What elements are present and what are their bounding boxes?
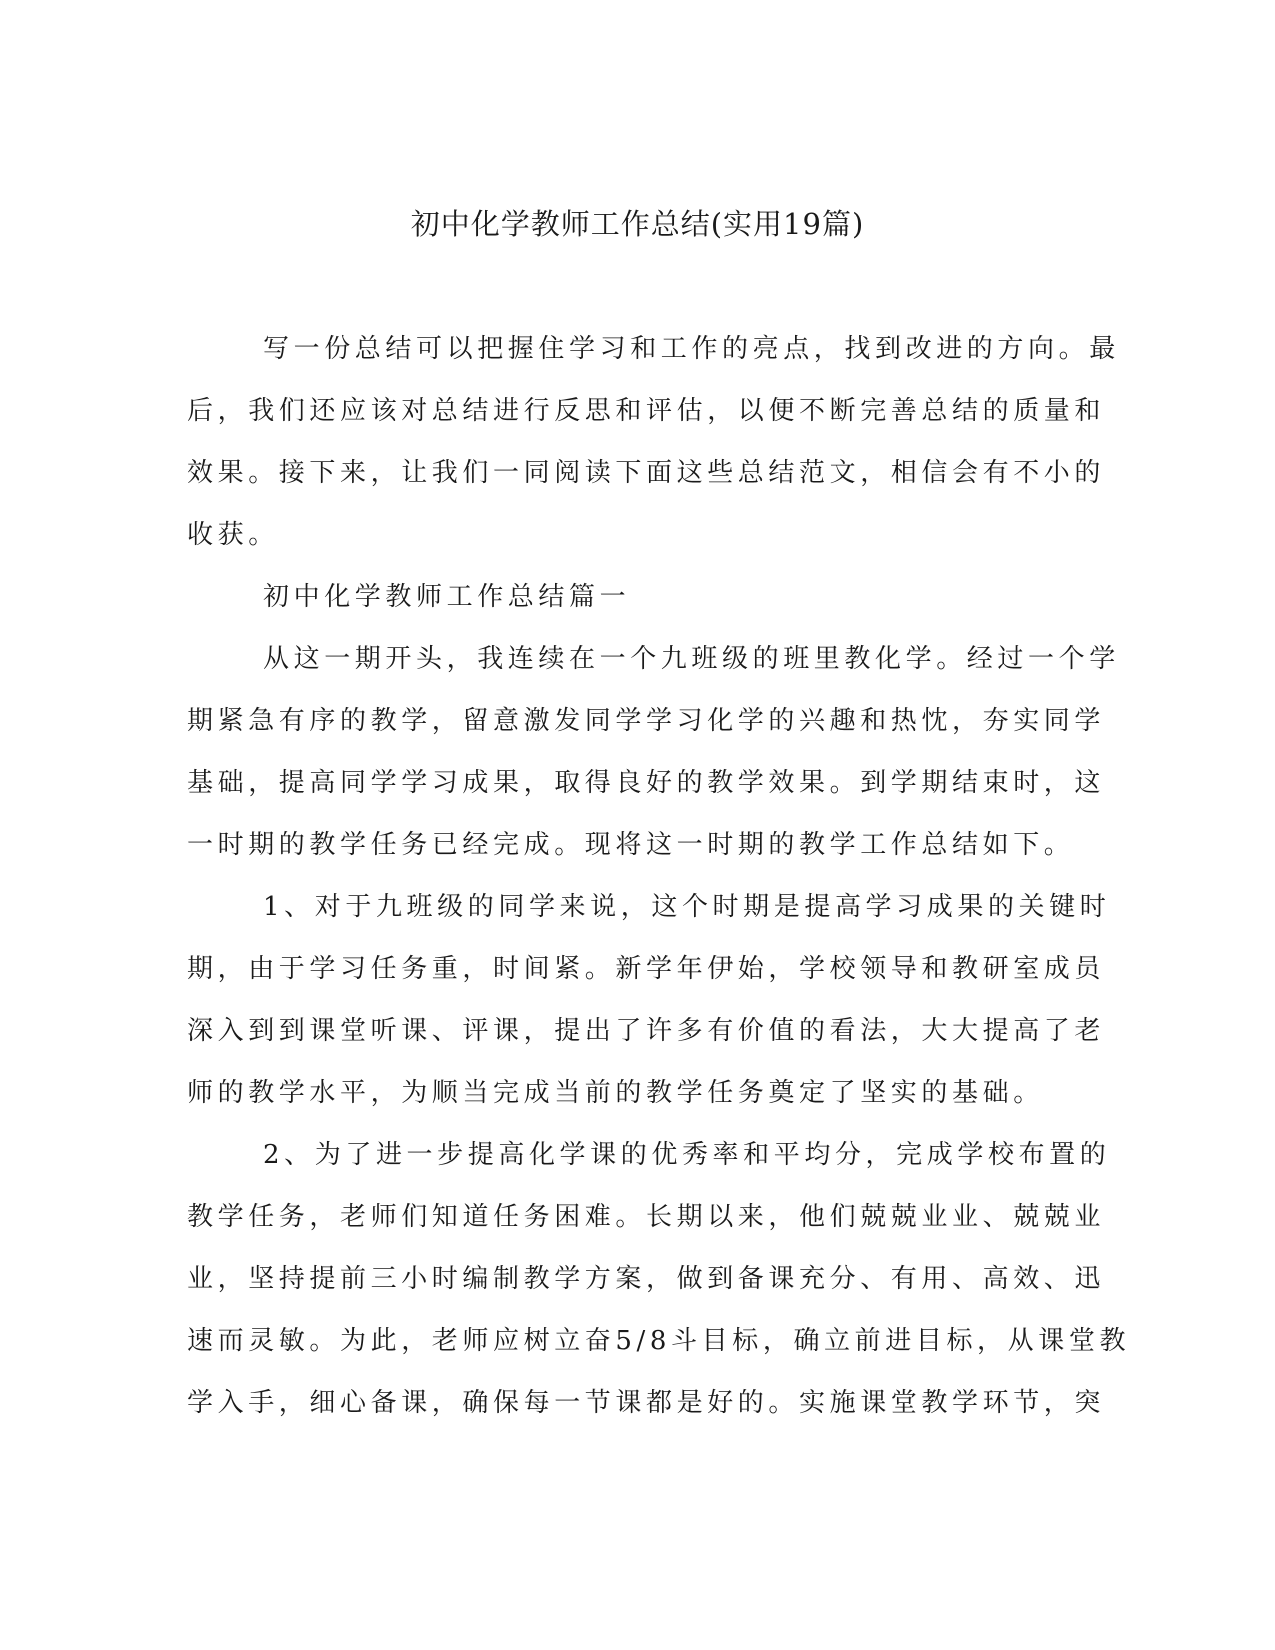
paragraph-line: 速而灵敏。为此，老师应树立奋5/8斗目标，确立前进目标，从课堂教 xyxy=(187,1326,1131,1356)
section-heading: 初中化学教师工作总结篇一 xyxy=(263,582,631,612)
paragraph-line: 写一份总结可以把握住学习和工作的亮点，找到改进的方向。最 xyxy=(263,334,1120,364)
paragraph-line: 学入手，细心备课，确保每一节课都是好的。实施课堂教学环节，突 xyxy=(187,1388,1106,1418)
paragraph-line: 1、对于九班级的同学来说，这个时期是提高学习成果的关键时 xyxy=(263,892,1111,922)
paragraph-line: 期，由于学习任务重，时间紧。新学年伊始，学校领导和教研室成员 xyxy=(187,954,1106,984)
paragraph-line: 师的教学水平，为顺当完成当前的教学任务奠定了坚实的基础。 xyxy=(187,1078,1044,1108)
paragraph-line: 后，我们还应该对总结进行反思和评估，以便不断完善总结的质量和 xyxy=(187,396,1106,426)
paragraph-line: 效果。接下来，让我们一同阅读下面这些总结范文，相信会有不小的 xyxy=(187,458,1106,488)
paragraph-line: 深入到到课堂听课、评课，提出了许多有价值的看法，大大提高了老 xyxy=(187,1016,1106,1046)
paragraph-line: 收获。 xyxy=(187,520,279,550)
paragraph-line: 教学任务，老师们知道任务困难。长期以来，他们兢兢业业、兢兢业 xyxy=(187,1202,1106,1232)
paragraph-line: 一时期的教学任务已经完成。现将这一时期的教学工作总结如下。 xyxy=(187,830,1075,860)
paragraph-line: 2、为了进一步提高化学课的优秀率和平均分，完成学校布置的 xyxy=(263,1140,1111,1170)
paragraph-line: 基础，提高同学学习成果，取得良好的教学效果。到学期结束时，这 xyxy=(187,768,1106,798)
paragraph-line: 期紧急有序的教学，留意激发同学学习化学的兴趣和热忱，夯实同学 xyxy=(187,706,1106,736)
paragraph-line: 业，坚持提前三小时编制教学方案，做到备课充分、有用、高效、迅 xyxy=(187,1264,1106,1294)
document-title: 初中化学教师工作总结(实用19篇) xyxy=(410,207,865,241)
document-body xyxy=(187,318,1131,1434)
paragraph-line: 从这一期开头，我连续在一个九班级的班里教化学。经过一个学 xyxy=(263,644,1120,674)
